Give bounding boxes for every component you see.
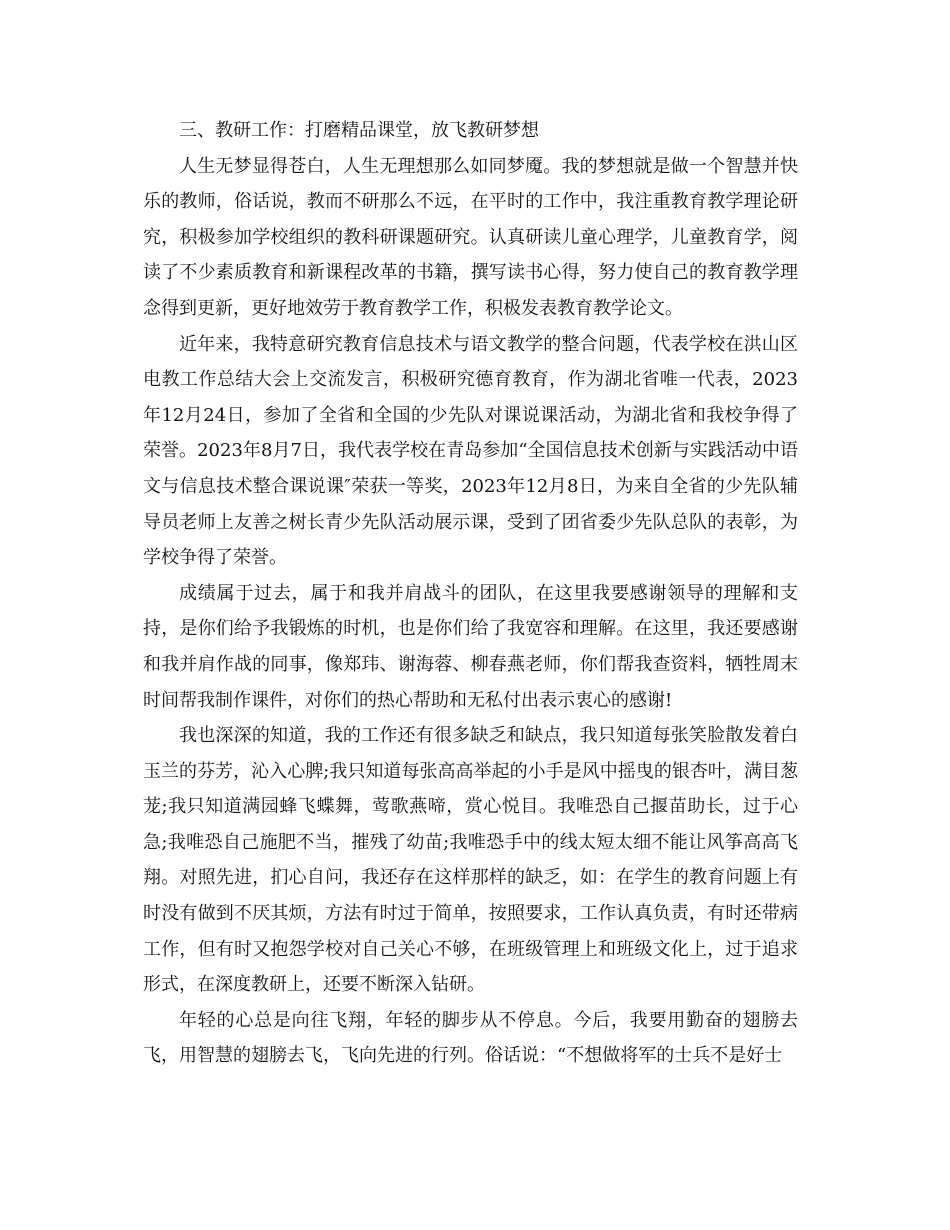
paragraph-recent-years: 近年来，我特意研究教育信息技术与语文教学的整合问题，代表学校在洪山区电教工作总结大会上交流发言，积极研究德育教育，作为湖北省唯一代表，2023年12月24日，参加了全省和全国的少先队对课说课活动，为湖北省和我校争得了荣誉。2023年8月7日，我代表学校在青岛参加“全国信息技术创新与实践活动中语文与信息技术整合课说课″荣获一等奖，2023年12月8日，为来自全省的少先队辅导员老师上友善之树长青少先队活动展示课，受到了团省委少先队总队的表彰，为学校争得了荣誉。 bbox=[143, 333, 798, 569]
section-heading: 三、教研工作：打磨精品课堂，放飞教研梦想 bbox=[179, 120, 539, 141]
paragraph-shortcomings: 我也深深的知道，我的工作还有很多缺乏和缺点，我只知道每张笑脸散发着白玉兰的芬芳，沁入心脾;我只知道每张高高举起的小手是风中摇曳的银杏叶，满目葱茏;我只知道满园蜂飞蝶舞，莺歌燕啼，赏心悦目。我唯恐自己揠苗助长，过于心急;我唯恐自己施肥不当，摧残了幼苗;我唯恐手中的线太短太细不能让风筝高高飞翔。对照先进，扪心自问，我还存在这样那样的缺乏，如：在学生的教育问题上有时没有做到不厌其烦，方法有时过于简单，按照要求，工作认真负责，有时还带病工作，但有时又抱怨学校对自己关心不够，在班级管理上和班级文化上，过于追求形式，在深度教研上，还要不断深入钻研。 bbox=[143, 725, 798, 996]
paragraph-future: 年轻的心总是向往飞翔，年轻的脚步从不停息。今后，我要用勤奋的翅膀去飞，用智慧的翅膀去飞，飞向先进的行列。俗话说：“不想做将军的士兵不是好士 bbox=[143, 1009, 798, 1067]
paragraph-dream: 人生无梦显得苍白，人生无理想那么如同梦魇。我的梦想就是做一个智慧并快乐的教师，俗话说，教而不研那么不远，在平时的工作中，我注重教育教学理论研究，积极参加学校组织的教科研课题研究。认真研读儿童心理学，儿童教育学，阅读了不少素质教育和新课程改革的书籍，撰写读书心得，努力使自己的教育教学理念得到更新，更好地效劳于教育教学工作，积极发表教育教学论文。 bbox=[143, 155, 798, 319]
paragraph-gratitude: 成绩属于过去，属于和我并肩战斗的团队，在这里我要感谢领导的理解和支持，是你们给予我锻炼的时机，也是你们给了我宽容和理解。在这里，我还要感谢和我并肩作战的同事，像郑玮、谢海蓉、柳春燕老师，你们帮我查资料，牺牲周末时间帮我制作课件，对你们的热心帮助和无私付出表示衷心的感谢! bbox=[143, 582, 798, 711]
